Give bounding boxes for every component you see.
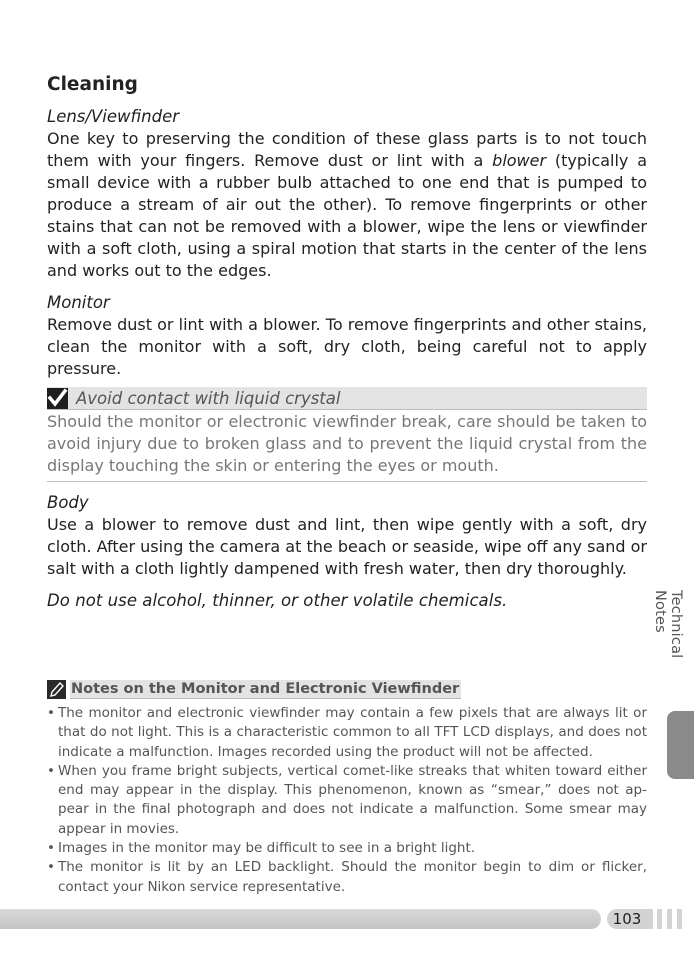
lens-subheading: Lens/Viewfinder (47, 107, 179, 126)
notes-item: • When you frame bright subjects, vertical comet-like streaks that whiten toward either end may appear in the display. This phenomenon, known as “smear,” does not ap-pear in the final photograph and does not indicate a malfunction. Some smear may appear in movies. (47, 762, 647, 839)
notes-item: • The monitor is lit by an LED backlight. Should the monitor begin to dim or flicker, contact your Nikon service representative. (47, 858, 647, 897)
footer-stripe (667, 909, 672, 929)
footer-bar (0, 909, 601, 929)
monitor-subheading: Monitor (47, 293, 110, 312)
notes-list (47, 704, 647, 897)
pencil-icon (47, 680, 66, 699)
cleaning-section (47, 72, 647, 612)
page-number-box (607, 909, 653, 929)
notes-header (47, 678, 647, 700)
section-side-label (652, 590, 684, 700)
chemical-warning: Do not use alcohol, thinner, or other volatile chemicals. (47, 591, 508, 610)
footer-stripe (657, 909, 662, 929)
body-paragraph: Use a blower to remove dust and lint, then wipe gently with a soft, dry cloth. After using the camera at the beach or seaside, wipe off any sand or salt with a cloth lightly dampened with fresh water, then dry thoroughly. (47, 515, 647, 578)
notes-section (47, 678, 647, 897)
section-tab (667, 711, 694, 779)
notes-title: Notes on the Monitor and Electronic Viewfinder (71, 680, 460, 697)
caution-title: Avoid contact with liquid crystal (76, 388, 341, 408)
lens-emphasis: blower (492, 151, 547, 170)
monitor-paragraph: Remove dust or lint with a blower. To remove fingerprints and other stains, clean the monitor with a soft, dry cloth, being careful not to apply pressure. (47, 315, 647, 378)
page-heading: Cleaning (47, 74, 138, 95)
footer-stripe (677, 909, 682, 929)
lens-text-2: (typically a small device with a rubber bulb attached to one end that is pumped to produce a stream of air out the other). To remove fingerprints or other stains that can not be removed with a blower, wipe the lens or viewfinder with a soft cloth, using a spiral motion that starts in the center of the lens and works out to the edges. (47, 151, 647, 280)
lens-text-1: One key to preserving the condition of these glass parts is to not touch them with your fingers. Remove dust or lint with a (47, 129, 647, 170)
page-number: 103 (612, 910, 642, 928)
notes-item: • The monitor and electronic viewfinder may contain a few pixels that are always lit or that do not light. This is a characteristic common to all TFT LCD displays, and does not indicate a malfunction. Images recorded using the product will not be affected. (47, 704, 647, 762)
caution-text: Should the monitor or electronic viewfinder break, care should be taken to avoid injury due to broken glass and to prevent the liquid crystal from the display touching the skin or entering the eyes or mouth. (47, 411, 647, 482)
side-label-text: Technical Notes (652, 590, 684, 659)
notes-item: • Images in the monitor may be difficult to see in a bright light. (47, 839, 647, 858)
lens-paragraph (47, 128, 647, 282)
check-icon (47, 388, 68, 409)
caution-header (47, 387, 647, 410)
body-subheading: Body (47, 493, 89, 512)
